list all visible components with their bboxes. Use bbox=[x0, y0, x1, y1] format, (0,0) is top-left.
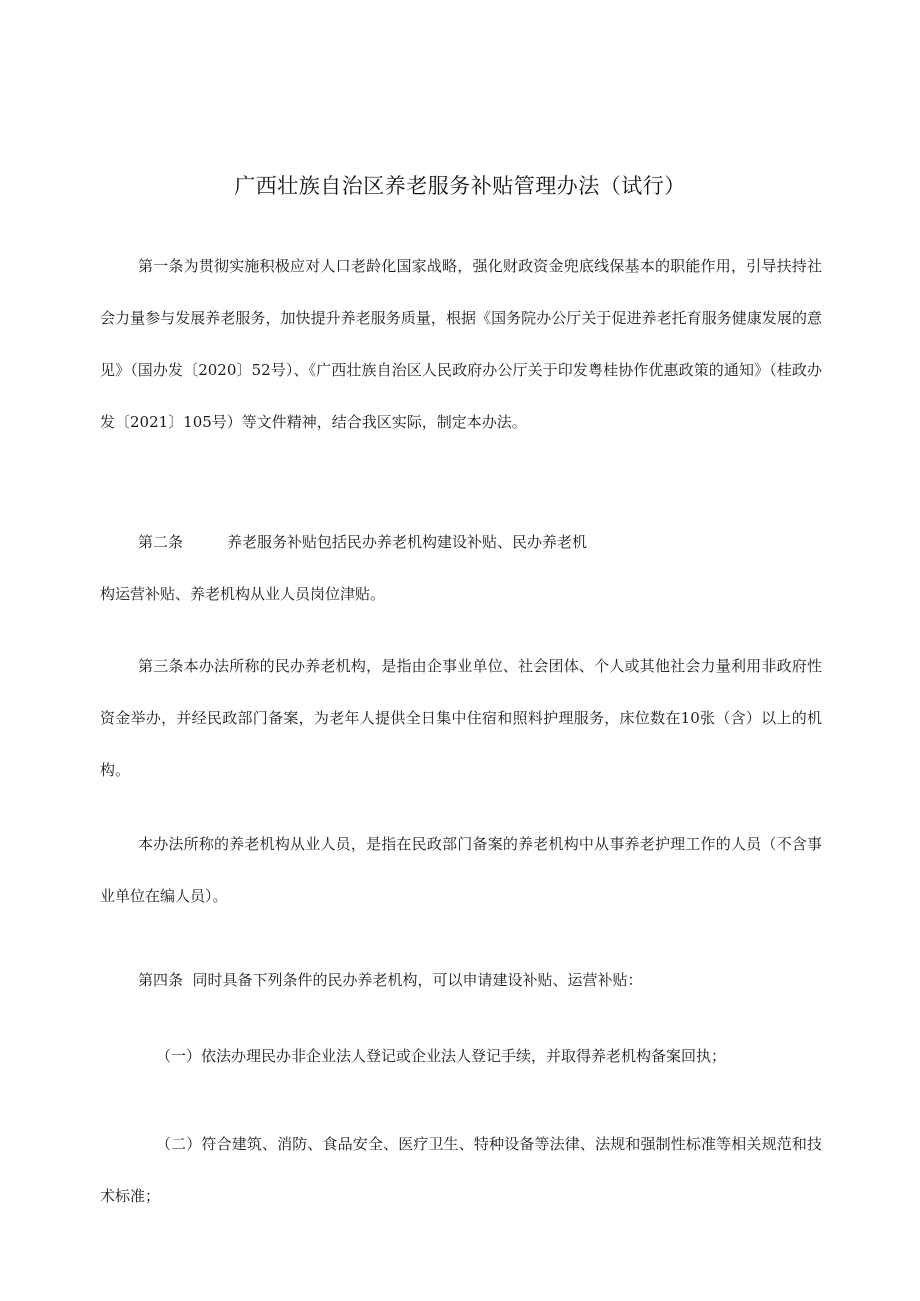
article-4-paragraph: 第四条 同时具备下列条件的民办养老机构，可以申请建设补贴、运营补贴： bbox=[138, 971, 643, 989]
article-2-paragraph bbox=[100, 516, 822, 620]
article-2-label: 第二条 bbox=[138, 533, 184, 551]
article-2-text-line2: 构运营补贴、养老机构从业人员岗位津贴。 bbox=[100, 585, 386, 603]
article-4-item-2: （二）符合建筑、消防、食品安全、医疗卫生、特种设备等法律、法规和强制性标准等相关规范和技术标准； bbox=[100, 1135, 822, 1205]
article-1-paragraph: 第一条为贯彻实施积极应对人口老龄化国家战略，强化财政资金兜底线保基本的职能作用，引导扶持社会力量参与发展养老服务，加快提升养老服务质量，根据《国务院办公厅关于促进养老托育服务健康发展的意见》（国办发〔2020〕52号）、《广西壮族自治区人民政府办公厅关于印发粤桂协作优惠政策的通知》（桂政办发〔2021〕105号）等文件精神，结合我区实际，制定本办法。 bbox=[100, 257, 822, 431]
article-2-text-line1: 养老服务补贴包括民办养老机构建设补贴、民办养老机 bbox=[227, 533, 588, 551]
article-3-paragraph: 第三条本办法所称的民办养老机构，是指由企事业单位、社会团体、个人或其他社会力量利用非政府性资金举办，并经民政部门备案，为老年人提供全日集中住宿和照料护理服务，床位数在10张（含）以上的机构。 bbox=[100, 657, 822, 779]
article-3-continuation-paragraph: 本办法所称的养老机构从业人员，是指在民政部门备案的养老机构中从事养老护理工作的人员（不含事业单位在编人员）。 bbox=[100, 835, 822, 905]
document-title: 广西壮族自治区养老服务补贴管理办法（试行） bbox=[234, 174, 686, 198]
article-4-item-1: （一）依法办理民办非企业法人登记或企业法人登记手续，并取得养老机构备案回执； bbox=[156, 1047, 727, 1065]
